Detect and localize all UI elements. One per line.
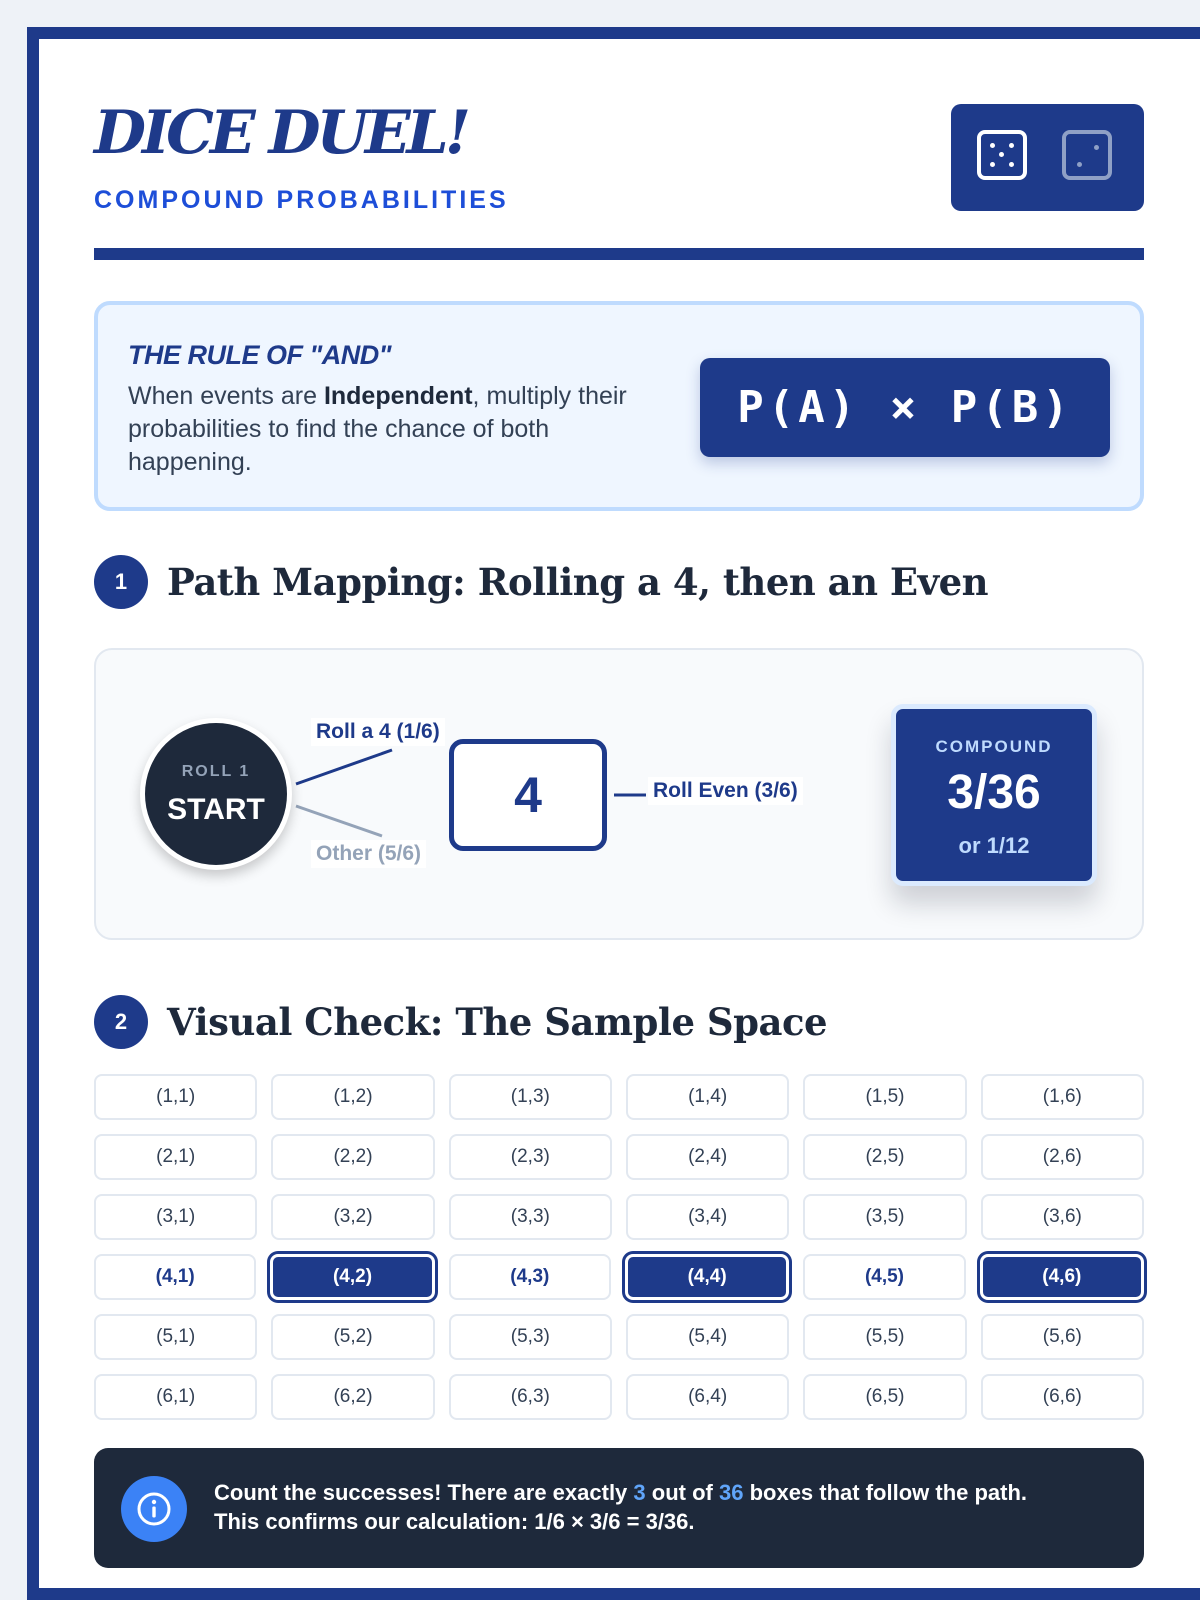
grid-row xyxy=(94,1074,1144,1120)
sample-cell: (3,4) xyxy=(626,1194,789,1240)
die-two-icon xyxy=(1062,130,1112,180)
dice-badge xyxy=(951,104,1144,211)
sample-cell: (2,1) xyxy=(94,1134,257,1180)
sample-cell: (1,4) xyxy=(626,1074,789,1120)
section-title-sample-space: Visual Check: The Sample Space xyxy=(167,1000,828,1044)
page-title: DICE DUEL! xyxy=(94,98,468,168)
sample-cell: (1,3) xyxy=(449,1074,612,1120)
sample-cell: (2,5) xyxy=(803,1134,966,1180)
sample-cell: (4,5) xyxy=(803,1254,965,1300)
grid-row xyxy=(94,1134,1144,1180)
total-count: 36 xyxy=(718,1480,744,1505)
sample-cell: (6,2) xyxy=(271,1374,434,1420)
sample-cell: (6,1) xyxy=(94,1374,257,1420)
sample-cell: (3,5) xyxy=(803,1194,966,1240)
sample-cell: (3,1) xyxy=(94,1194,257,1240)
start-node-label: ROLL 1 xyxy=(181,763,251,780)
start-node-value: START xyxy=(167,793,265,826)
compound-value: 3/36 xyxy=(947,766,1041,819)
sample-cell: (1,2) xyxy=(271,1074,434,1120)
sample-cell: (1,6) xyxy=(981,1074,1144,1120)
info-note xyxy=(94,1448,1144,1568)
branch-label-other: Other (5/6) xyxy=(311,840,426,868)
sample-cell: (5,1) xyxy=(94,1314,257,1360)
sample-cell: (4,3) xyxy=(449,1254,611,1300)
sample-cell: (6,4) xyxy=(626,1374,789,1420)
info-note-text: Count the successes! There are exactly 3 out of 36 boxes that follow the path. This confirms our calculation: 1/6 × 3/6 = 3/36. xyxy=(214,1480,1028,1534)
rule-text-bold: Independent xyxy=(323,382,473,410)
sample-cell: (4,2) xyxy=(270,1254,434,1300)
sample-cell: (5,5) xyxy=(803,1314,966,1360)
compound-label: COMPOUND xyxy=(935,737,1053,756)
section-title-path-mapping: Path Mapping: Rolling a 4, then an Even xyxy=(167,560,989,604)
sample-cell: (4,4) xyxy=(625,1254,789,1300)
step-number-1: 1 xyxy=(94,555,148,609)
branch-label-roll-four: Roll a 4 (1/6) xyxy=(311,718,445,746)
sample-space-grid xyxy=(94,1074,1144,1434)
grid-row xyxy=(94,1194,1144,1240)
die-five-icon xyxy=(977,130,1027,180)
sample-cell: (2,3) xyxy=(449,1134,612,1180)
start-node xyxy=(140,718,292,870)
grid-row xyxy=(94,1374,1144,1420)
sample-cell: (5,2) xyxy=(271,1314,434,1360)
info-note-line2: This confirms our calculation: 1/6 × 3/6 = 3/36. xyxy=(214,1509,695,1534)
sample-cell: (4,1) xyxy=(94,1254,256,1300)
sample-cell: (3,2) xyxy=(271,1194,434,1240)
grid-row xyxy=(94,1254,1144,1300)
rule-text: When events are Independent, multiply their probabilities to find the chance of both happening. xyxy=(128,382,627,476)
page-subtitle: COMPOUND PROBABILITIES xyxy=(94,186,509,214)
sample-cell: (4,6) xyxy=(980,1254,1144,1300)
sample-cell: (2,6) xyxy=(981,1134,1144,1180)
header-divider xyxy=(94,248,1144,260)
success-count: 3 xyxy=(633,1480,646,1505)
step-number-2: 2 xyxy=(94,995,148,1049)
sample-cell: (5,6) xyxy=(981,1314,1144,1360)
sample-cell: (6,6) xyxy=(981,1374,1144,1420)
sample-cell: (6,5) xyxy=(803,1374,966,1420)
sample-cell: (5,3) xyxy=(449,1314,612,1360)
sample-cell: (3,3) xyxy=(449,1194,612,1240)
info-icon xyxy=(121,1476,187,1542)
compound-result-card xyxy=(891,704,1097,886)
sample-cell: (2,2) xyxy=(271,1134,434,1180)
sample-cell: (2,4) xyxy=(626,1134,789,1180)
formula-box: P(A) × P(B) xyxy=(700,358,1110,457)
compound-simplified: or 1/12 xyxy=(958,833,1030,858)
node-four: 4 xyxy=(449,739,607,851)
sample-cell: (6,3) xyxy=(449,1374,612,1420)
sample-cell: (5,4) xyxy=(626,1314,789,1360)
branch-label-even: Roll Even (3/6) xyxy=(648,777,803,805)
grid-row xyxy=(94,1314,1144,1360)
sample-cell: (3,6) xyxy=(981,1194,1144,1240)
sample-cell: (1,1) xyxy=(94,1074,257,1120)
sample-cell: (1,5) xyxy=(803,1074,966,1120)
rule-heading: THE RULE OF "AND" xyxy=(128,340,392,370)
